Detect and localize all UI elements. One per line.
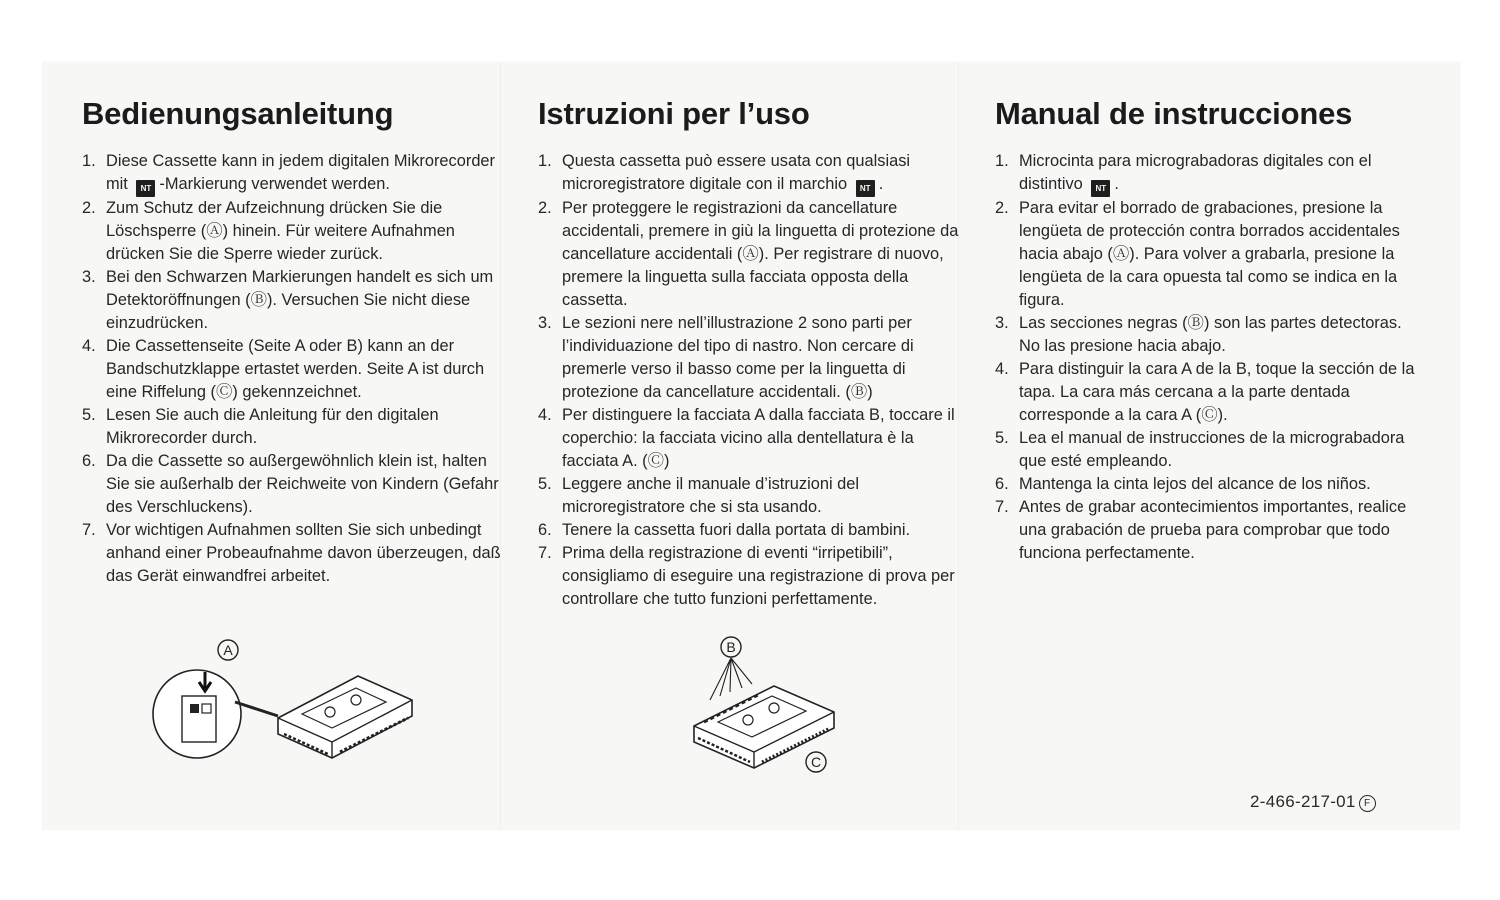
list-item: 1. Questa cassetta può essere usata con qualsiasi microregistratore digitale con il marchio NT . — [538, 150, 968, 197]
list-item: 3. Le sezioni nere nell’illustrazione 2 sono parti per l’individuazione del tipo di nastro. Non cercare di premerle verso il basso come per la linguetta di protezione da cancellature accidentali. (Ⓑ) — [538, 314, 914, 401]
italian-column — [538, 96, 968, 611]
german-title: Bedienungsanleitung — [82, 96, 394, 131]
list-item: 2. Zum Schutz der Aufzeichnung drücken Sie die Löschsperre (Ⓐ) hinein. Für weitere Aufnahmen drücken Sie die Sperre wieder zurück. — [82, 199, 455, 263]
list-item: 3. Bei den Schwarzen Markierungen handelt es sich um Detektoröffnungen (Ⓑ). Versuchen Sie nicht diese einzudrücken. — [82, 268, 494, 332]
list-item: 1. Microcinta para micrograbadoras digitales con el distintivo NT . — [995, 150, 1425, 197]
german-column — [82, 96, 512, 588]
list-item: 5. Lesen Sie auch die Anleitung für den digitalen Mikrorecorder durch. — [82, 406, 439, 447]
list-item: 6. Mantenga la cinta lejos del alcance de los niños. — [995, 475, 1371, 493]
list-item: 5. Leggere anche il manuale d’istruzioni del microregistratore che si sta usando. — [538, 475, 860, 516]
cassette-illustration — [278, 676, 412, 758]
label-c: C — [810, 754, 822, 770]
german-list — [82, 150, 512, 588]
figure-detector-holes — [688, 634, 848, 780]
label-b: B — [726, 639, 736, 655]
figure-write-protect — [150, 636, 425, 774]
nt-mark-icon: NT — [856, 180, 875, 197]
pointer-lines — [710, 658, 752, 700]
part-suffix-badge: F — [1359, 795, 1376, 812]
list-item: 1. Diese Cassette kann in jedem digitalen Mikrorecorder mit NT -Markierung verwendet werden. — [82, 150, 512, 197]
list-item: 2. Para evitar el borrado de grabaciones, presione la lengüeta de protección contra borrados accidentales hacia abajo (Ⓐ). Para volver a grabarla, presione la lengüeta de la cara opuesta tal como se indica en la figura. — [995, 199, 1400, 309]
italian-title: Istruzioni per l’uso — [538, 96, 810, 131]
part-number: 2-466-217-01 F — [1250, 792, 1376, 812]
list-item: 4. Per distinguere la facciata A dalla facciata B, toccare il coperchio: la facciata vicino alla dentellatura è la facciata A. (Ⓒ) — [538, 406, 955, 470]
list-item: 6. Da die Cassette so außergewöhnlich klein ist, halten Sie sie außerhalb der Reichweite von Kindern (Gefahr des Verschluckens). — [82, 452, 499, 516]
tab-hole — [190, 704, 199, 713]
list-item: 7. Vor wichtigen Aufnahmen sollten Sie sich unbedingt anhand einer Probeaufnahme davon überzeugen, daß das Gerät einwandfrei arbeitet. — [82, 521, 501, 585]
list-item: 4. Para distinguir la cara A de la B, toque la sección de la tapa. La cara más cercana a la parte dentada corresponde a la cara A (Ⓒ). — [995, 360, 1415, 424]
spanish-list — [995, 150, 1425, 565]
tab-detail — [182, 696, 216, 742]
list-item: 6. Tenere la cassetta fuori dalla portata di bambini. — [538, 521, 911, 539]
label-a: A — [223, 642, 233, 658]
list-item: 3. Las secciones negras (Ⓑ) son las partes detectoras. No las presione hacia abajo. — [995, 314, 1402, 355]
list-item: 7. Antes de grabar acontecimientos importantes, realice una grabación de prueba para comprobar que todo funciona perfectamente. — [995, 498, 1407, 562]
nt-mark-icon: NT — [136, 180, 155, 197]
italian-list — [538, 150, 968, 611]
spanish-column — [995, 96, 1425, 565]
spanish-title: Manual de instrucciones — [995, 96, 1353, 131]
nt-mark-icon: NT — [1091, 180, 1110, 197]
list-item: 5. Lea el manual de instrucciones de la micrograbadora que esté empleando. — [995, 429, 1405, 470]
list-item: 7. Prima della registrazione di eventi “irripetibili”, consigliamo di eseguire una registrazione di prova per controllare che tutto funzioni perfettamente. — [538, 544, 955, 608]
list-item: 2. Per proteggere le registrazioni da cancellature accidentali, premere in giù la linguetta di protezione da cancellature accidentali (Ⓐ). Per registrare di nuovo, premere la linguetta sulla facciata opposta della cassetta. — [538, 199, 959, 309]
list-item: 4. Die Cassettenseite (Seite A oder B) kann an der Bandschutzklappe ertastet werden. Seite A ist durch eine Riffelung (Ⓒ) gekennzeichnet. — [82, 337, 485, 401]
